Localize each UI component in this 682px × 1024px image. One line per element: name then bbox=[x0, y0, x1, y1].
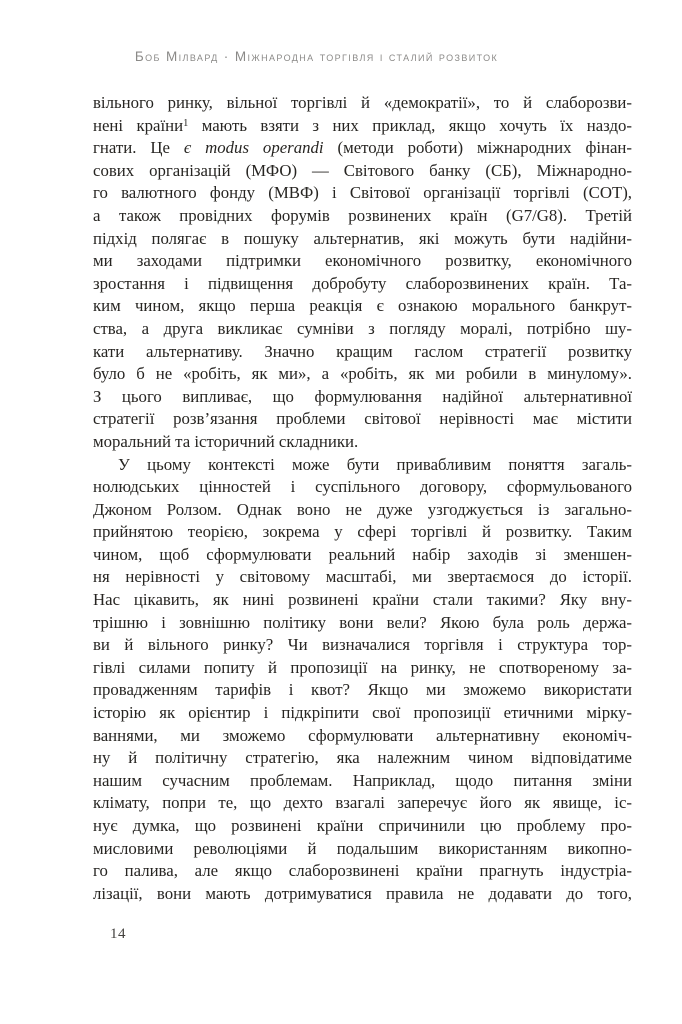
text-line: Джоном Ролзом. Однак воно не дуже узгоджується із загально- bbox=[93, 499, 632, 519]
text-line: У цьому контексті може бути привабливим поняття загаль- bbox=[118, 454, 632, 474]
text-line: нує думка, що розвинені країни спричинили цю проблему про- bbox=[93, 816, 632, 835]
running-header: Боб Мілвард · Міжнародна торгівля і сталий розвиток bbox=[134, 49, 499, 64]
text-line: провадженням тарифів і квот? Якщо ми зможемо використати bbox=[93, 680, 632, 700]
text-line: гівлі силами попиту й пропозиції на ринку, не спотвореному за- bbox=[93, 657, 632, 677]
text-line: лізації, вони мають дотримуватися правила не додавати до того, bbox=[93, 883, 632, 903]
text-line: нашим сучасним проблемам. Наприклад, щодо питання зміни bbox=[93, 770, 632, 790]
page-number: 14 bbox=[110, 926, 126, 942]
text-line: історію як орієнтир і підкріпити свої пропозиції етичними мірку- bbox=[93, 703, 632, 723]
text-line: було б не «робіть, як ми», а «робіть, як ми робили в минулому». bbox=[93, 364, 632, 384]
text-line: сових організацій (МФО) — Світового банку (СБ), Міжнародно- bbox=[93, 160, 632, 180]
body-text bbox=[93, 92, 632, 905]
text-line: а також провідних форумів розвинених країн (G7/G8). Третій bbox=[93, 205, 632, 225]
text-line: прийнятою теорією, зокрема у сфері торгівлі й розвитку. Таким bbox=[93, 522, 632, 542]
text-line: трішню і зовнішню політику вони вели? Якою була роль держа- bbox=[93, 612, 632, 632]
text-line: ну й політичну стратегію, яка належним чином відповідатиме bbox=[93, 748, 632, 768]
text-line: ня нерівності у світовому масштабі, ми звертаємося до історії. bbox=[93, 567, 632, 587]
text-line: нені країни$^1$ мають взяти з них приклад, якщо хочуть їх наздо- bbox=[93, 115, 632, 135]
text-line: ми заходами підтримки економічного розвитку, економічного bbox=[93, 251, 632, 271]
text-line: чином, щоб сформулювати реальний набір заходів зі зменшен- bbox=[93, 544, 632, 564]
text-line: З цього випливає, що формулювання надійної альтернативної bbox=[93, 386, 632, 406]
text-line: клімату, попри те, що дехто взагалі заперечує його як явище, іс- bbox=[93, 793, 632, 813]
text-line: підхід полягає в пошуку альтернатив, які можуть бути надійни- bbox=[93, 228, 632, 248]
text-line: стратегії розв’язання проблеми світової нерівності має містити bbox=[93, 409, 632, 429]
text-line: моральний та історичний складники. bbox=[93, 431, 359, 451]
text-line: ким чином, якщо перша реакція є ознакою морального банкрут- bbox=[93, 296, 632, 316]
text-line: ства, а друга викликає сумніви з погляду моралі, потрібно шу- bbox=[93, 318, 632, 338]
text-line: Нас цікавить, як нині розвинені країни стали такими? Яку вну- bbox=[93, 590, 632, 610]
text-line: кати альтернативу. Значно кращим гаслом стратегії розвитку bbox=[93, 341, 632, 361]
text-line: го палива, але якщо слаборозвинені країни прагнуть індустріа- bbox=[93, 861, 632, 881]
text-line: нолюдських цінностей і суспільного договору, сформульованого bbox=[93, 477, 632, 497]
text-line: го валютного фонду (МВФ) і Світової організації торгівлі (СОТ), bbox=[93, 183, 632, 203]
text-line: зростання і підвищення добробуту слаборозвинених країн. Та- bbox=[93, 273, 632, 293]
text-line: гнати. Це є modus operandi (методи роботи) міжнародних фінан- bbox=[93, 138, 632, 158]
text-line: вільного ринку, вільної торгівлі й «демократії», то й слаборозви- bbox=[93, 93, 632, 112]
text-line: ваннями, ми зможемо сформулювати альтернативну економіч- bbox=[93, 725, 632, 745]
text-line: ви й вільного ринку? Чи визначалися торгівля і структура тор- bbox=[93, 635, 632, 655]
footnote-marker: 1 bbox=[183, 117, 189, 129]
text-line: мисловими революціями й подальшим використанням викопно- bbox=[93, 838, 632, 858]
